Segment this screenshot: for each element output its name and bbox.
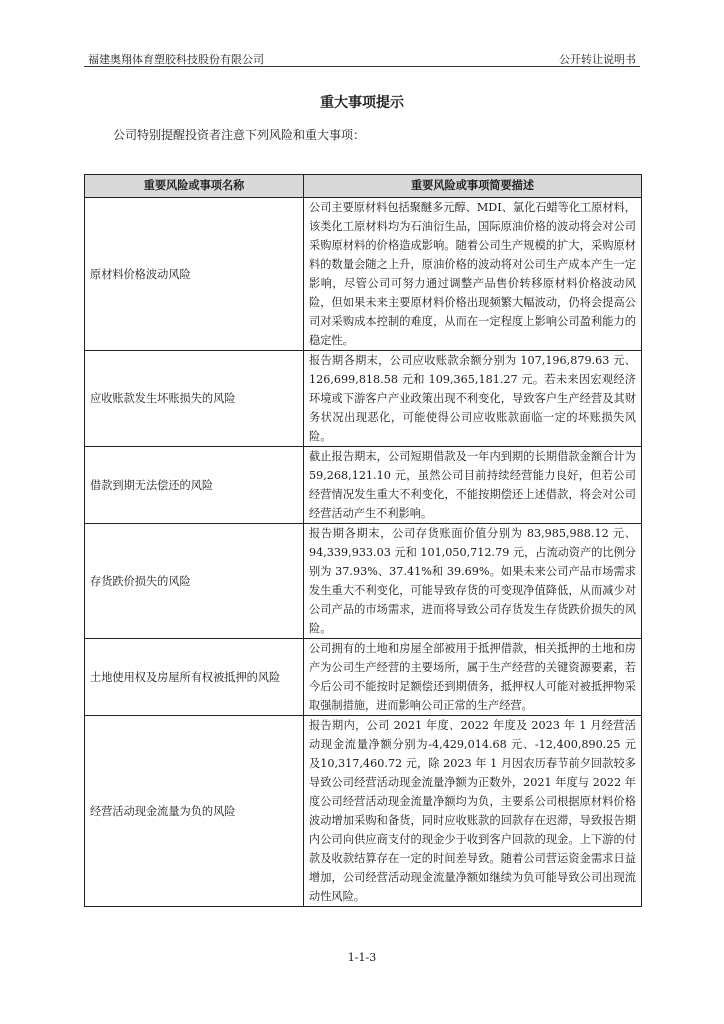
risk-description: 公司拥有的土地和房屋全部被用于抵押借款，相关抵押的土地和房产为公司生产经营的主要场所，属于生产经营的关键资源要素，若今后公司不能按时足额偿还到期债务，抵押权人可能对被抵押物采取强制措施，进而影响公司正常的生产经营。 (304, 639, 642, 716)
header-company-name: 福建奥翔体育塑胶科技股份有限公司 (88, 53, 264, 66)
risk-description: 报告期各期末，公司应收账款余额分别为 107,196,879.63 元、126,699,818.58 元和 109,365,181.27 元。若未来因宏观经济环境或下游客户产业政策出现不利变化，导致客户生产经营及其财务状况出现恶化，可能使得公司应收账款面临一定的坏账损失风险。 (304, 351, 642, 447)
risk-table (84, 174, 642, 907)
page-number: 1-1-3 (347, 951, 377, 964)
risk-description: 公司主要原材料包括聚醚多元醇、MDI、氯化石蜡等化工原材料，该类化工原材料均为石油衍生品，国际原油价格的波动将会对公司采购原材料的价格造成影响。随着公司生产规模的扩大，采购原材料的数量会随之上升，原油价格的波动将对公司生产成本产生一定影响，尽管公司可努力通过调整产品售价转移原材料价格波动风险，但如果未来主要原材料价格出现频繁大幅波动，仍将会提高公司对采购成本控制的难度，从而在一定程度上影响公司盈利能力的稳定性。 (304, 198, 642, 351)
risk-name: 借款到期无法偿还的风险 (85, 447, 304, 524)
header-document-type: 公开转让说明书 (559, 53, 636, 66)
risk-description: 报告期内，公司 2021 年度、2022 年度及 2023 年 1 月经营活动现金流量净额分别为-4,429,014.68 元、-12,400,890.25 元及10,317,460.72 元，除 2023 年 1 月因农历春节前夕回款较多导致公司经营活动现金流量净额为正数外，2021 年度与 2022 年度公司经营活动现金流量净额均为负，主要系公司根据原材料价格波动增加采购和备货，同时应收账款的回款存在迟滞，导致报告期内公司向供应商支付的现金少于收到客户回款的现金。上下游的付款及收款结算存在一定的时间差导致。随着公司营运资金需求日益增加，公司经营活动现金流量净额如继续为负可能导致公司出现流动性风险。 (304, 716, 642, 907)
table-row (85, 716, 642, 907)
risk-description: 截止报告期末，公司短期借款及一年内到期的长期借款金额合计为 59,268,121.10 元，虽然公司目前持续经营能力良好，但若公司经营情况发生重大不利变化，不能按期偿还上述借款，将会对公司经营活动产生不利影响。 (304, 447, 642, 524)
risk-name: 应收账款发生坏账损失的风险 (85, 351, 304, 447)
risk-description: 报告期各期末，公司存货账面价值分别为 83,985,988.12 元、94,339,933.03 元和 101,050,712.79 元，占流动资产的比例分别为 37.93%、37.41%和 39.69%。如果未来公司产品市场需求发生重大不利变化，可能导致存货的可变现净值降低，从而减少对公司产品的市场需求，进而将导致公司存货发生存货跌价损失的风险。 (304, 524, 642, 639)
risk-name: 经营活动现金流量为负的风险 (85, 716, 304, 907)
column-header-risk-description: 重要风险或事项简要描述 (304, 175, 642, 198)
risk-name: 土地使用权及房屋所有权被抵押的风险 (85, 639, 304, 716)
header-divider (84, 66, 640, 67)
column-header-risk-name: 重要风险或事项名称 (85, 175, 304, 198)
table-row (85, 351, 642, 447)
risk-name: 原材料价格波动风险 (85, 198, 304, 351)
table-header-row (85, 175, 642, 198)
intro-paragraph: 公司特别提醒投资者注意下列风险和重大事项： (113, 128, 366, 142)
table-row (85, 447, 642, 524)
table-row (85, 198, 642, 351)
table-row (85, 639, 642, 716)
page-title: 重大事项提示 (320, 95, 404, 111)
risk-name: 存货跌价损失的风险 (85, 524, 304, 639)
table-row (85, 524, 642, 639)
